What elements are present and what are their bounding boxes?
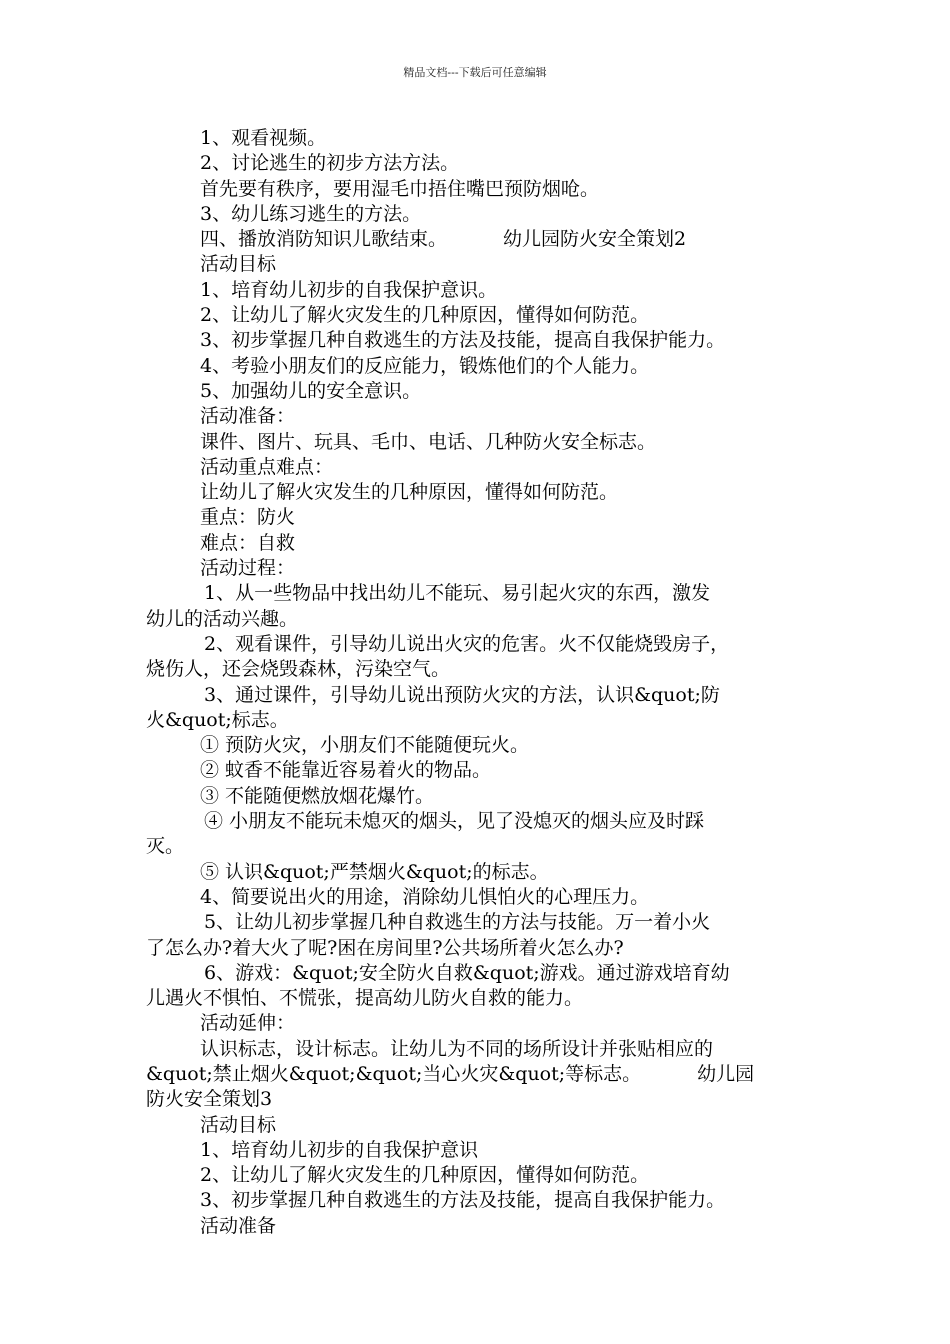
text-line: 活动目标 xyxy=(200,1113,277,1136)
section-title: 幼儿园 xyxy=(697,1062,755,1085)
text-line: 首先要有秩序，要用湿毛巾捂住嘴巴预防烟呛。 xyxy=(200,177,600,200)
text-line: 难点：自救 xyxy=(200,531,296,554)
text-line: 1、培育幼儿初步的自我保护意识。 xyxy=(200,278,498,301)
text-line: 3、初步掌握几种自救逃生的方法及技能，提高自我保护能力。 xyxy=(200,1189,726,1212)
text-line: 4、简要说出火的用途，消除幼儿惧怕火的心理压力。 xyxy=(200,885,650,908)
text-line xyxy=(146,1062,826,1087)
text-line: 3、幼儿练习逃生的方法。 xyxy=(200,202,422,225)
text-line: ④ 小朋友不能玩未熄灭的烟头，见了没熄灭的烟头应及时踩 xyxy=(204,810,705,833)
text-line: 活动目标 xyxy=(200,253,277,276)
text-line: ① 预防火灾，小朋友们不能随便玩火。 xyxy=(200,734,530,757)
text-line: 3、通过课件，引导幼儿说出预防火灾的方法，认识&quot;防 xyxy=(204,683,720,706)
text-line: 1、培育幼儿初步的自我保护意识 xyxy=(200,1138,479,1161)
text-line: 活动准备 xyxy=(200,1214,277,1237)
text-line: 灭。 xyxy=(146,835,185,858)
document-body xyxy=(146,126,826,1239)
text-line: 防火安全策划3 xyxy=(146,1088,273,1111)
text-line: ⑤ 认识&quot;严禁烟火&quot;的标志。 xyxy=(200,860,549,883)
text-line: 活动重点难点： xyxy=(200,455,334,478)
text-line: 课件、图片、玩具、毛巾、电话、几种防火安全标志。 xyxy=(200,430,657,453)
text-segment: &quot;禁止烟火&quot;&quot;当心火灾&quot;等标志。 xyxy=(146,1062,642,1085)
text-segment: 四、播放消防知识儿歌结束。 xyxy=(200,228,448,251)
text-line: ② 蚊香不能靠近容易着火的物品。 xyxy=(200,759,492,782)
text-line: 火&quot;标志。 xyxy=(146,708,289,731)
text-line: 重点：防火 xyxy=(200,506,296,529)
text-line: 儿遇火不惧怕、不慌张，提高幼儿防火自救的能力。 xyxy=(146,987,584,1010)
text-line: 了怎么办?着大火了呢?困在房间里?公共场所着火怎么办? xyxy=(146,936,624,959)
text-line: 让幼儿了解火灾发生的几种原因，懂得如何防范。 xyxy=(200,481,619,504)
text-line: 活动延伸： xyxy=(200,1012,296,1035)
text-line: 幼儿的活动兴趣。 xyxy=(146,607,299,630)
text-line: 3、初步掌握几种自救逃生的方法及技能，提高自我保护能力。 xyxy=(200,329,726,352)
text-line: 2、让幼儿了解火灾发生的几种原因，懂得如何防范。 xyxy=(200,1164,650,1187)
text-line: 2、观看课件，引导幼儿说出火灾的危害。火不仅能烧毁房子， xyxy=(204,632,730,655)
text-line: 4、考验小朋友们的反应能力，锻炼他们的个人能力。 xyxy=(200,354,650,377)
text-line: 活动准备： xyxy=(200,405,296,428)
page-header: 精品文档---下载后可任意编辑 xyxy=(403,66,547,79)
text-line: 1、从一些物品中找出幼儿不能玩、易引起火灾的东西，激发 xyxy=(204,582,711,605)
text-line: 6、游戏：&quot;安全防火自救&quot;游戏。通过游戏培育幼 xyxy=(204,961,730,984)
text-line: 2、讨论逃生的初步方法方法。 xyxy=(200,152,460,175)
text-line: 5、让幼儿初步掌握几种自救逃生的方法与技能。万一着小火 xyxy=(204,911,711,934)
text-line: ③ 不能随便燃放烟花爆竹。 xyxy=(200,784,435,807)
text-line: 烧伤人，还会烧毁森林，污染空气。 xyxy=(146,658,451,681)
text-line xyxy=(146,227,826,252)
text-line: 1、观看视频。 xyxy=(200,127,327,149)
text-line: 2、让幼儿了解火灾发生的几种原因，懂得如何防范。 xyxy=(200,304,650,327)
text-line: 活动过程： xyxy=(200,557,296,580)
text-line: 认识标志，设计标志。让幼儿为不同的场所设计并张贴相应的 xyxy=(200,1037,714,1060)
section-title: 幼儿园防火安全策划2 xyxy=(503,228,687,251)
text-line: 5、加强幼儿的安全意识。 xyxy=(200,379,422,402)
